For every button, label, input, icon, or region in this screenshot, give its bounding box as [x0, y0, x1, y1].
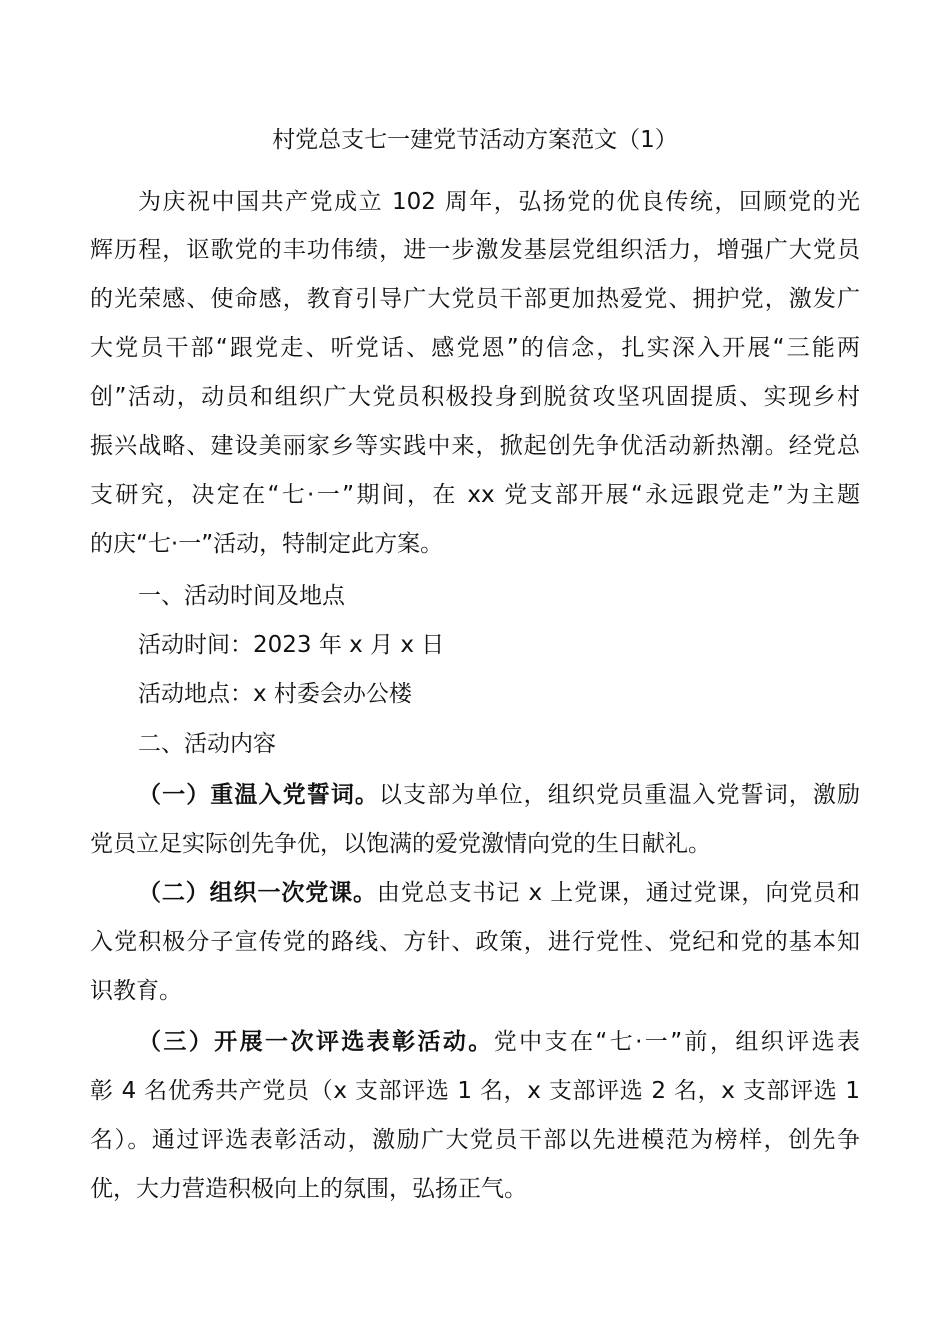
- document-title: 村党总支七一建党节活动方案范文（1）: [272, 127, 678, 153]
- section1-heading: 一、活动时间及地点: [138, 583, 345, 609]
- activity-time: 活动时间：2023 年 x 月 x 日: [138, 632, 445, 658]
- item2-line2: 入党积极分子宣传党的路线、方针、政策，进行党性、党纪和党的基本知: [90, 929, 860, 955]
- intro-line: 的光荣感、使命感，教育引导广大党员干部更加热爱党、拥护党，激发广: [90, 286, 860, 312]
- item2-line3: 识教育。: [90, 978, 182, 1004]
- item2-text: 由党总支书记 x 上党课，通过党课，向党员和: [376, 880, 860, 906]
- intro-line: 支研究，决定在“七·一”期间，在 xx 党支部开展“永远跟党走”为主题: [90, 482, 860, 508]
- item2-heading: （二）组织一次党课。: [138, 880, 377, 906]
- item3-line2: 彰 4 名优秀共产党员（x 支部评选 1 名，x 支部评选 2 名，x 支部评选 1: [90, 1078, 860, 1104]
- item1-text: 以支部为单位，组织党员重温入党誓词，激励: [379, 782, 861, 808]
- intro-line: 辉历程，讴歌党的丰功伟绩，进一步激发基层党组织活力，增强广大党员: [90, 237, 860, 263]
- item3-heading: （三）开展一次评选表彰活动。: [138, 1029, 494, 1055]
- intro-line: 为庆祝中国共产党成立 102 周年，弘扬党的优良传统，回顾党的光: [138, 189, 860, 215]
- item1-line1: [138, 777, 860, 813]
- item1-line2: 党员立足实际创先争优，以饱满的爱党激情向党的生日献礼。: [90, 831, 711, 857]
- section2-heading: 二、活动内容: [138, 731, 276, 757]
- intro-line: 的庆“七·一”活动，特制定此方案。: [90, 531, 444, 557]
- item1-heading: （一）重温入党誓词。: [138, 782, 380, 808]
- item3-line1: [138, 1024, 860, 1060]
- activity-place: 活动地点：x 村委会办公楼: [138, 681, 412, 707]
- item2-line1: [138, 875, 860, 911]
- intro-line: 创”活动，动员和组织广大党员积极投身到脱贫攻坚巩固提质、实现乡村: [90, 384, 860, 410]
- item3-line4: 优，大力营造积极向上的氛围，弘扬正气。: [90, 1176, 527, 1202]
- item3-line3: 名）。通过评选表彰活动，激励广大党员干部以先进模范为榜样，创先争: [90, 1127, 860, 1153]
- intro-line: 振兴战略、建设美丽家乡等实践中来，掀起创先争优活动新热潮。经党总: [90, 433, 860, 459]
- intro-line: 大党员干部“跟党走、听党话、感党恩”的信念，扎实深入开展“三能两: [90, 335, 860, 361]
- item3-text: 党中支在“七·一”前，组织评选表: [493, 1029, 860, 1055]
